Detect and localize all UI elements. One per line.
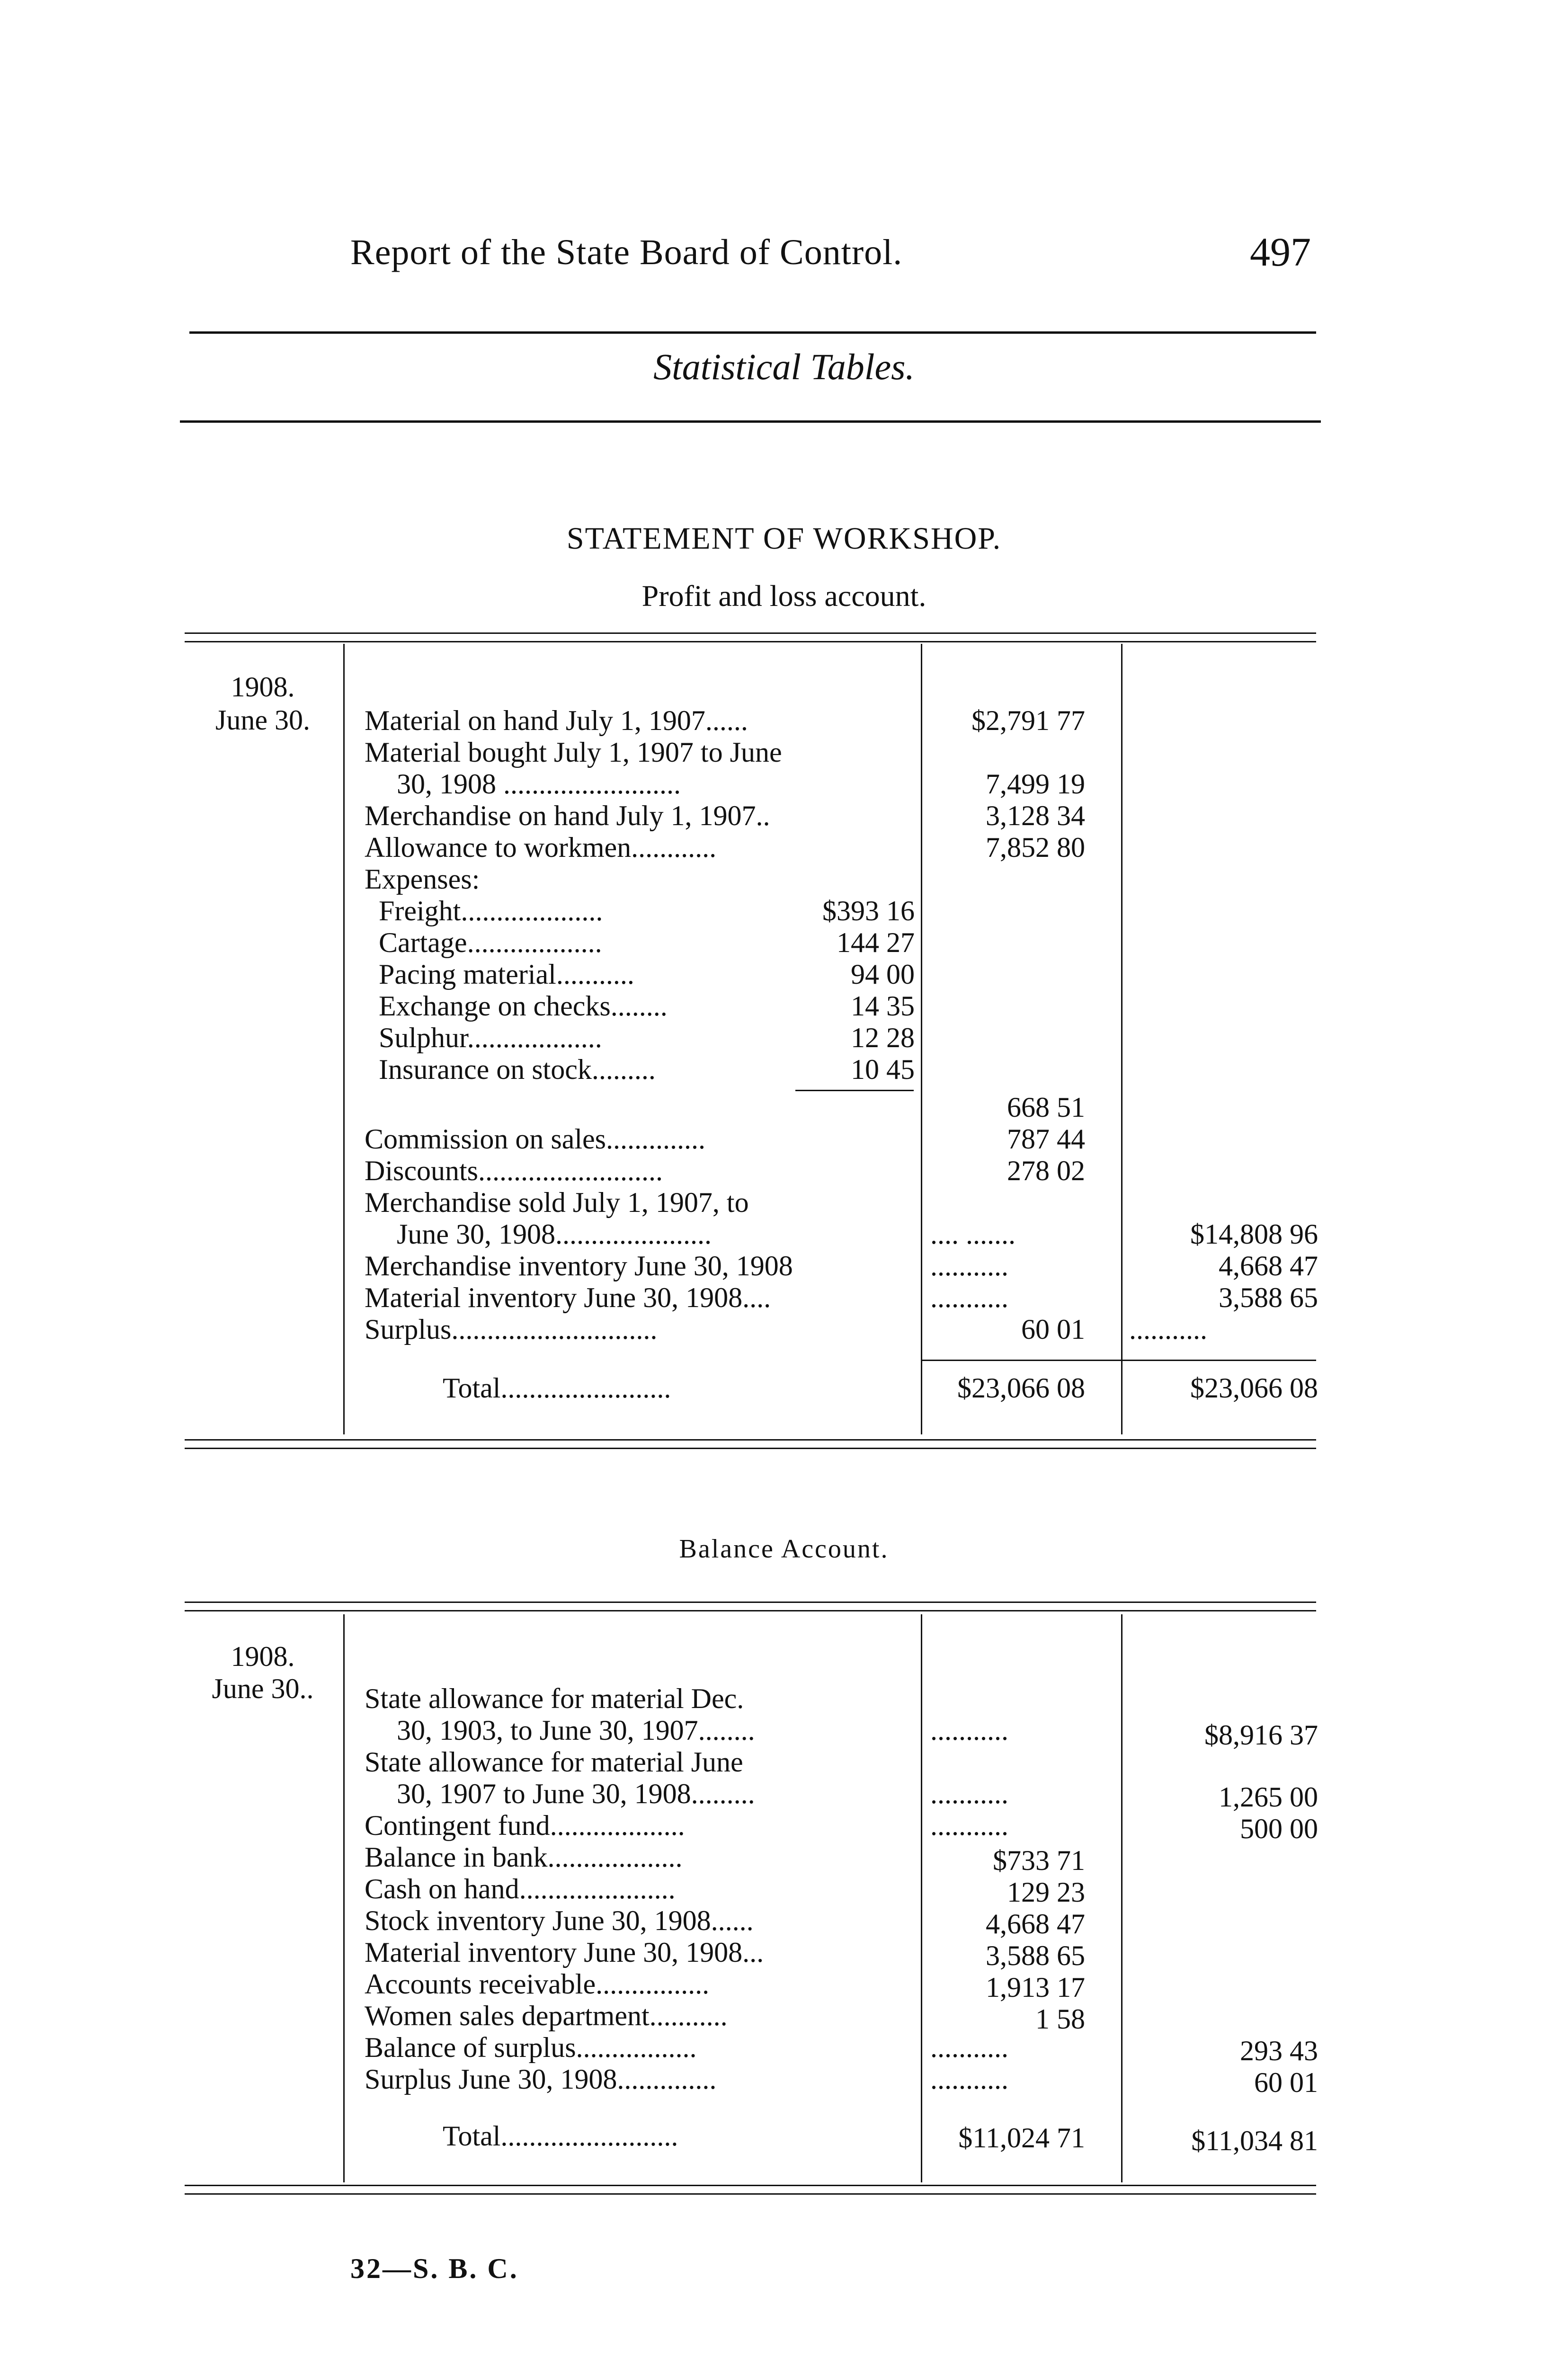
expense-label: Sulphur................... <box>379 1022 602 1053</box>
row-credit: 4,668 47 <box>1219 1250 1318 1281</box>
row-label: Merchandise inventory June 30, 1908 <box>365 1250 793 1281</box>
subheading: Statistical Tables. <box>653 346 915 387</box>
row-amount: 129 23 <box>1007 1877 1085 1908</box>
expense-label: Freight.................... <box>379 895 603 926</box>
row-credit: 60 01 <box>1254 2067 1318 2098</box>
row-amount: 1 58 <box>1035 2003 1085 2035</box>
row-amount: 4,668 47 <box>986 1908 1085 1940</box>
expense-label: Insurance on stock......... <box>379 1054 656 1085</box>
row-amount: 1,913 17 <box>986 1972 1085 2003</box>
signature-mark: 32—S. B. C. <box>350 2253 519 2284</box>
row-credit: 3,588 65 <box>1219 1282 1318 1313</box>
row-label: 30, 1907 to June 30, 1908......... <box>397 1778 755 1809</box>
row-label: Balance of surplus................. <box>365 2032 697 2063</box>
table-rule <box>185 2185 1316 2186</box>
row-leader: ........... <box>930 1715 1008 1746</box>
table-rule <box>185 1610 1316 1611</box>
date-year: 1908. <box>231 1641 295 1672</box>
expense-amount: 144 27 <box>837 927 915 958</box>
row-leader: ........... <box>1129 1314 1207 1345</box>
table-rule <box>185 632 1316 634</box>
workshop-title: STATEMENT OF WORKSHOP. <box>566 521 1002 556</box>
total-label: Total........................ <box>443 1372 671 1404</box>
row-label: Discounts.......................... <box>365 1155 663 1186</box>
row-leader: ........... <box>930 1810 1008 1841</box>
row-amount: 60 01 <box>1021 1314 1085 1345</box>
row-label: Allowance to workmen............ <box>365 832 717 863</box>
header-rule-top <box>189 331 1316 334</box>
row-amount: $733 71 <box>993 1845 1085 1876</box>
row-label: State allowance for material Dec. <box>365 1683 744 1714</box>
total-rule <box>922 1360 1121 1361</box>
running-head: Report of the State Board of Control. <box>350 232 903 272</box>
table-rule <box>185 1602 1316 1603</box>
expense-amount: $393 16 <box>822 895 915 926</box>
subtotal-rule <box>795 1090 914 1091</box>
table-rule <box>185 1439 1316 1441</box>
expense-amount: 10 45 <box>851 1054 915 1085</box>
expense-label: Cartage................... <box>379 927 602 958</box>
table-rule <box>185 641 1316 642</box>
row-credit: $14,808 96 <box>1190 1219 1318 1250</box>
date-day: June 30.. <box>212 1673 314 1704</box>
row-label: State allowance for material June <box>365 1746 743 1778</box>
row-leader: ........... <box>930 2032 1008 2063</box>
column-rule <box>921 1614 922 2182</box>
workshop-subtitle: Profit and loss account. <box>641 579 927 613</box>
row-label: Material inventory June 30, 1908.... <box>365 1282 771 1313</box>
expense-label: Exchange on checks........ <box>379 990 668 1022</box>
row-amount: 278 02 <box>1007 1155 1085 1186</box>
row-label: June 30, 1908...................... <box>397 1219 712 1250</box>
expense-amount: 12 28 <box>851 1022 915 1053</box>
expense-amount: 14 35 <box>851 990 915 1022</box>
total-credit: $11,034 81 <box>1191 2125 1318 2156</box>
expense-label: Pacing material........... <box>379 959 634 990</box>
column-rule <box>1121 1614 1123 2182</box>
row-amount: $2,791 77 <box>971 705 1085 736</box>
row-label: Surplus............................. <box>365 1314 658 1345</box>
column-rule <box>343 1614 345 2182</box>
row-amount: 7,852 80 <box>986 832 1085 863</box>
expenses-total: 668 51 <box>1007 1092 1085 1123</box>
row-amount: 7,499 19 <box>986 768 1085 800</box>
row-leader: ........... <box>930 1778 1008 1809</box>
total-debit: $11,024 71 <box>958 2122 1085 2153</box>
row-label: Material on hand July 1, 1907...... <box>365 705 748 736</box>
date-year: 1908. <box>231 671 295 703</box>
row-label: Cash on hand...................... <box>365 1873 676 1904</box>
row-label: Expenses: <box>365 863 480 895</box>
date-day: June 30. <box>215 704 310 736</box>
row-label: Accounts receivable................ <box>365 1968 710 2000</box>
row-leader: .... ....... <box>930 1219 1016 1250</box>
row-credit: 1,265 00 <box>1219 1781 1318 1813</box>
row-leader: ........... <box>930 1250 1008 1281</box>
row-label: 30, 1908 ......................... <box>397 768 681 800</box>
row-credit: 293 43 <box>1240 2035 1318 2066</box>
row-label: Stock inventory June 30, 1908...... <box>365 1905 754 1936</box>
column-rule <box>343 644 345 1434</box>
row-label: Surplus June 30, 1908.............. <box>365 2064 717 2095</box>
balance-title: Balance Account. <box>679 1534 889 1564</box>
row-credit: 500 00 <box>1240 1813 1318 1844</box>
row-label: Commission on sales.............. <box>365 1123 706 1155</box>
row-label: Balance in bank................... <box>365 1842 683 1873</box>
row-label: Contingent fund................... <box>365 1810 685 1841</box>
table-rule <box>185 1448 1316 1449</box>
total-debit: $23,066 08 <box>957 1372 1085 1404</box>
column-rule <box>1121 644 1123 1434</box>
total-credit: $23,066 08 <box>1190 1372 1318 1404</box>
row-leader: ........... <box>930 2064 1008 2095</box>
row-credit: $8,916 37 <box>1204 1719 1318 1751</box>
page-number: 497 <box>1250 229 1311 275</box>
table-rule <box>185 2193 1316 2195</box>
column-rule <box>921 644 922 1434</box>
row-leader: ........... <box>930 1282 1008 1313</box>
total-rule <box>1123 1360 1316 1361</box>
row-label: Merchandise on hand July 1, 1907.. <box>365 800 770 831</box>
row-amount: 787 44 <box>1007 1123 1085 1155</box>
row-label: Women sales department........... <box>365 2000 728 2031</box>
row-amount: 3,588 65 <box>986 1940 1085 1971</box>
row-label: Material bought July 1, 1907 to June <box>365 737 782 768</box>
expense-amount: 94 00 <box>851 959 915 990</box>
total-label: Total......................... <box>443 2120 678 2152</box>
row-label: Merchandise sold July 1, 1907, to <box>365 1187 749 1218</box>
row-amount: 3,128 34 <box>986 800 1085 831</box>
row-label: 30, 1903, to June 30, 1907........ <box>397 1715 755 1746</box>
row-label: Material inventory June 30, 1908... <box>365 1937 764 1968</box>
header-rule-bottom <box>180 420 1321 423</box>
